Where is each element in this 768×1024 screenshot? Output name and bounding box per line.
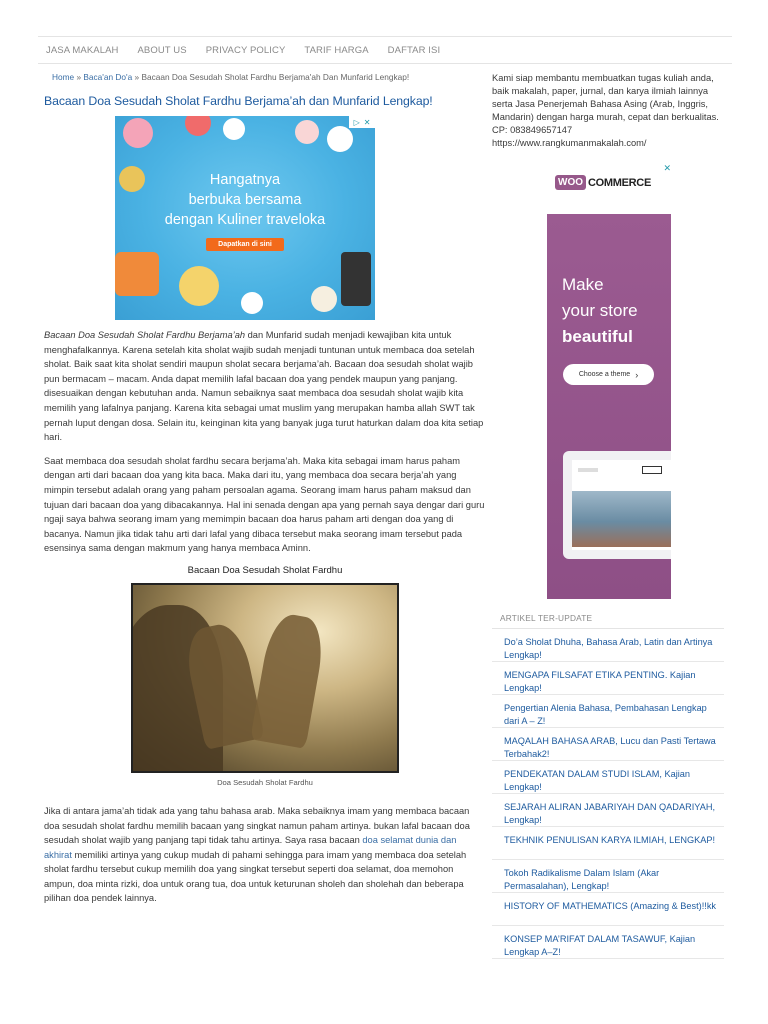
laptop-screen [572,460,671,550]
food-illustration-icon [295,120,319,144]
breadcrumb-separator: » [74,72,84,82]
ad-headline-line: berbuka bersama [188,192,302,208]
screen-search-box [642,466,662,474]
list-item [492,860,724,893]
woo-badge: WOO [555,175,586,190]
recent-post-link[interactable]: Do’a Sholat Dhuha, Bahasa Arab, Latin dan Artinya Lengkap! [504,637,713,660]
main-content [44,72,486,906]
article-body [44,328,486,906]
laptop-illustration [563,451,671,559]
ad-close-icon[interactable]: ✕ [663,163,671,173]
list-item [492,728,724,761]
recent-post-link[interactable]: PENDEKATAN DALAM STUDI ISLAM, Kajian Lengkap! [504,769,691,792]
food-illustration-icon [115,252,159,296]
ad-cta-button[interactable]: Dapatkan di sini [206,238,284,251]
choose-theme-label: Choose a theme [578,371,631,378]
screen-nav-bar [578,468,598,472]
list-item [492,893,724,926]
recent-post-link[interactable]: HISTORY OF MATHEMATICS (Amazing & Best)!!kk [504,901,717,911]
recent-post-link[interactable]: SEJARAH ALIRAN JABARIYAH DAN QADARIYAH, Lengkap! [504,802,716,825]
breadcrumb-category[interactable]: Baca'an Do'a [83,72,133,82]
food-illustration-icon [185,116,211,136]
breadcrumb [44,72,486,82]
breadcrumb-home[interactable]: Home [52,72,75,82]
ad-headline [115,170,375,230]
list-item [492,761,724,794]
ad-headline-line: dengan Kuliner traveloka [164,212,326,228]
woo-wordmark: COMMERCE [588,176,651,189]
nav-privacy-policy[interactable]: PRIVACY POLICY [205,44,286,56]
sidebar [492,72,728,957]
article-text: Jika di antara jama’ah tidak ada yang tahu bahasa arab. Maka sebaiknya imam yang membaca bacaan doa sesudah sholat fardhu memilih bacaan yang singkat namun paham artinya. bukan lafal bacaan doa sesudah sholat wajib yang panjang tapi tidak tahu artinya. Saya rasa bacaan [44,805,470,846]
recent-post-link[interactable]: KONSEP MA’RIFAT DALAM TASAWUF, Kajian Lengkap A–Z! [504,934,696,957]
widget-title: ARTIKEL TER-UPDATE [500,613,593,623]
recent-post-link[interactable]: TEKHNIK PENULISAN KARYA ILMIAH, LENGKAP! [504,835,716,845]
list-item [492,695,724,728]
sidebar-intro-text: Kami siap membantu membuatkan tugas kuliah anda, baik makalah, paper, jurnal, dan karya ilmiah lainnya serta Jasa Penerjemah Bahasa Asing (Arab, Inggris, Mandarin) dengan harga murah, cepat dan berkualitas. CP: 083849657147 https://www.rangkumanmakalah.com/ [492,73,719,148]
food-illustration-icon [179,266,219,306]
woo-headline [562,272,638,350]
nav-jasa-makalah[interactable]: JASA MAKALAH [46,44,119,56]
ad-choices-icon[interactable]: ▷ ✕ [349,116,375,128]
recent-post-link[interactable]: Pengertian Alenia Bahasa, Pembahasan Lengkap dari A – Z! [504,703,707,726]
list-item [492,662,724,695]
breadcrumb-separator: » [132,72,142,82]
article-text: memiliki artinya yang cukup mudah di pahami sehingga para imam yang membaca doa setelah sholat fardhu tersebut cukup memilih doa yang singkat tersebut seperti doa selamat, doa memohon ampun, doa minta rizki, doa untuk orang tua, doa untuk keturunan sholeh dan sholehah dan beberapa pilihan doa pendek lainnya. [44,849,467,904]
recent-posts-list [492,629,724,959]
woo-headline-line: Make [562,275,604,294]
recent-post-link[interactable]: MENGAPA FILSAFAT ETIKA PENTING. Kajian Lengkap! [504,670,696,693]
doa-selamat-link[interactable]: doa selamat dunia dan akhirat [44,835,457,860]
ad-headline-line: Hangatnya [209,172,281,188]
food-illustration-icon [311,286,337,312]
article-emphasis: Bacaan Doa Sesudah Sholat Fardhu Berjama’ah [44,330,246,340]
article-text: dan Munfarid sudah menjadi kewajiban kita untuk menghafalkannya. Karena setelah kita sholat wajib sudah menjadi tuntunan untuk membaca doa setelah sholat. Baik saat kita sholat sendiri maupun sholat secara berjama’ah. Bacaan doa sesudah sholat wajib pun bermacam – macam. Anda dapat memilih lafal bacaan doa yang pendek maupun yang panjang. disesuaikan dengan kebutuhan anda. Namun sebaiknya saat membaca doa sesudah sholat wajib kita memilih yang lafalnya panjang. Karena kita sebagai umat muslim yang merupakan hamba allah SWT tak pernah luput dengan dosa. Selain itu, keinginan kita yang banyak juga turut haturkan dalam doa kita setiap hari. [44,330,484,443]
nav-about-us[interactable]: ABOUT US [137,44,187,56]
woo-headline-line [562,324,638,350]
hand-right-icon [250,611,328,749]
nav-daftar-isi[interactable]: DAFTAR ISI [387,44,441,56]
figure-title: Bacaan Doa Sesudah Sholat Fardhu [187,564,343,576]
article-paragraph: Saat membaca doa sesudah sholat fardhu secara berjama’ah. Maka kita sebagai imam harus paham dengan arti dari bacaan doa yang kita baca. Maka dari itu, yang membaca doa secara berja’ah yang mimpin tersebut adalah orang yang paham persoalan agama. Seorang imam harus paham maksud dan tujuan dari bacaan doa yang dibacakannya. Hal ini senada dengan apa yang pernah saya dengar dari guru ngaji saya bahwa seorang imam yang memimpin bacaan doa harus paham arti dengan doa yang di bacanya. Namun jika tidak tahu arti dari lafal yang dibaca tersebut maka seorang imam tersebut pada esensinya sama dengan makmum yang hanya membaca Aminn. [44,455,485,554]
woo-headline-line: your store [562,301,638,320]
praying-hands-photo [131,583,399,773]
woo-promo-panel [547,214,671,599]
list-item [492,629,724,662]
woo-headline-bold: beautiful [562,327,633,346]
list-item [492,827,724,860]
top-navigation [38,36,732,64]
food-illustration-icon [223,118,245,140]
post-title: Bacaan Doa Sesudah Sholat Fardhu Berjama’ah dan Munfarid Lengkap! [44,94,433,108]
article-paragraph [44,804,486,906]
food-illustration-icon [241,292,263,314]
recent-post-link[interactable]: MAQALAH BAHASA ARAB, Lucu dan Pasti Tertawa Terbahak2! [504,736,716,759]
woocommerce-logo [555,175,651,190]
list-item [492,926,724,959]
figure-caption: Doa Sesudah Sholat Fardhu [217,777,313,787]
breadcrumb-current: Bacaan Doa Sesudah Sholat Fardhu Berjama'ah Dan Munfarid Lengkap! [141,72,410,82]
choose-theme-button[interactable] [563,364,654,385]
traveloka-ad-banner[interactable] [115,116,375,320]
phone-illustration-icon [341,252,371,306]
food-illustration-icon [123,118,153,148]
woocommerce-ad-banner[interactable] [547,163,671,599]
recent-post-link[interactable]: Tokoh Radikalisme Dalam Islam (Akar Permasalahan), Lengkap! [504,868,660,891]
nav-tarif-harga[interactable]: TARIF HARGA [304,44,369,56]
screen-hero-image [572,491,671,547]
food-illustration-icon [327,126,353,152]
chevron-right-icon: › [635,369,639,380]
article-paragraph [44,328,486,445]
list-item [492,794,724,827]
